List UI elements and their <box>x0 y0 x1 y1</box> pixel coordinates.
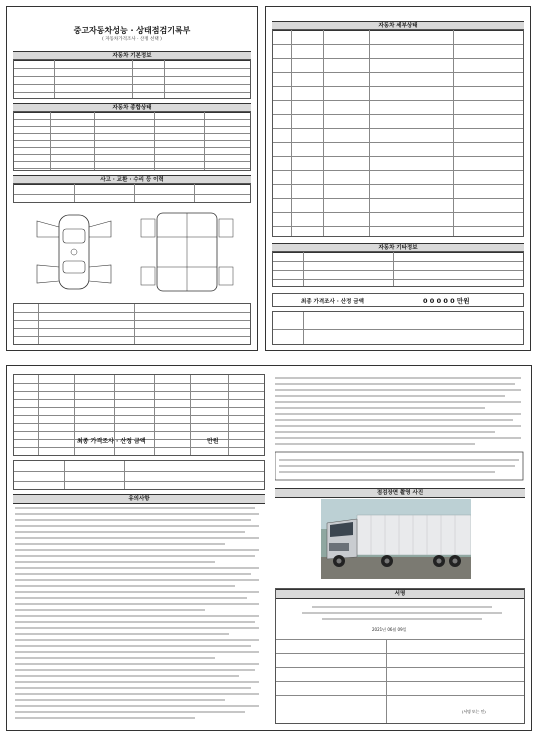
overall-condition-table <box>13 111 251 171</box>
section-notice: 유의사항 <box>13 494 265 504</box>
accident-history-table <box>13 183 251 203</box>
signature-date: 2021년 06월 09일 <box>372 627 407 632</box>
section-accident-history: 사고 · 교환 · 수리 등 이력 <box>13 175 251 185</box>
section-photo: 점검장면 촬영 사진 <box>275 488 525 498</box>
page-title: 중고자동차성능 · 상태점검기록부 <box>73 26 191 35</box>
price-summary-unit: 만원 <box>207 438 219 445</box>
part-list-table <box>13 303 251 345</box>
inspection-page-3 <box>6 365 532 731</box>
inspection-page-1 <box>6 6 258 351</box>
section-overall-condition: 자동차 종합상태 <box>13 103 251 113</box>
notice-text-block <box>15 504 263 726</box>
detail-condition-table <box>272 29 524 237</box>
page-subtitle: ( 자동차가격조사 · 산정 선택 ) <box>102 37 162 42</box>
signature-header: 서명 <box>276 589 524 599</box>
final-price-box <box>272 293 524 307</box>
other-info-table <box>272 251 524 287</box>
price-summary-title: 최종 가격조사 · 산정 금액 <box>77 438 146 445</box>
final-price-value: 0 0 0 0 0 만원 <box>423 297 470 305</box>
final-price-label: 최종 가격조사 · 산정 금액 <box>301 299 364 305</box>
basic-info-table <box>13 59 251 99</box>
signer-mark: (서명 또는 인) <box>462 709 486 714</box>
section-basic-info: 자동차 기본정보 <box>13 51 251 61</box>
inspection-photo-truck <box>321 499 471 579</box>
car-diagram-exterior <box>29 207 119 297</box>
guarantee-text-block <box>275 374 525 482</box>
signature-box <box>272 311 524 345</box>
signature-section <box>275 588 525 724</box>
inspection-page-2 <box>265 6 531 351</box>
car-diagram-frame <box>137 207 237 297</box>
section-other-info: 자동차 기타정보 <box>272 243 524 253</box>
inspector-info-table <box>13 460 265 490</box>
section-detail-condition: 자동차 세부상태 <box>272 21 524 31</box>
